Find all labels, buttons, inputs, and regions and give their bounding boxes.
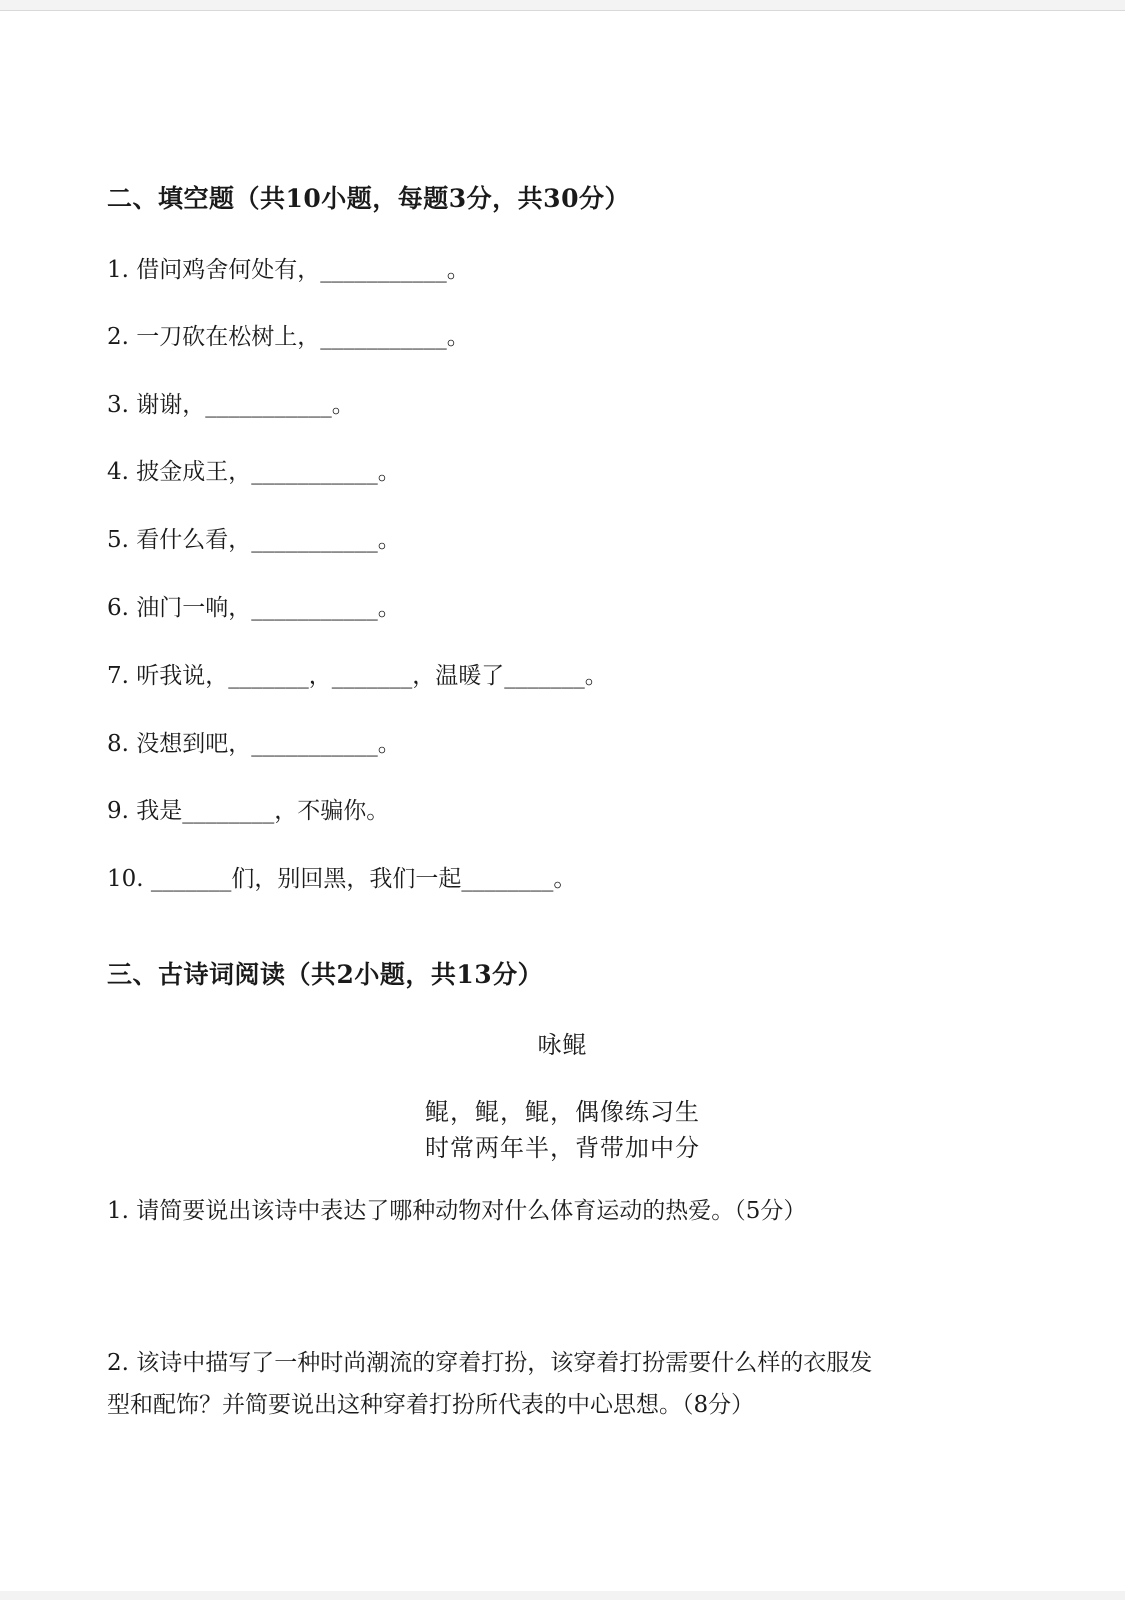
fill-question-3: 3. 谢谢，___________。 bbox=[107, 392, 355, 418]
reading-question-1: 1. 请简要说出该诗中表达了哪种动物对什么体育运动的热爱。（5分） bbox=[107, 1198, 807, 1224]
poem-line-1: 鲲，鲲，鲲，偶像练习生 bbox=[425, 1098, 700, 1126]
fill-question-1: 1. 借问鸡舍何处有，___________。 bbox=[107, 257, 470, 283]
fill-question-9: 9. 我是________，不骗你。 bbox=[107, 798, 390, 824]
poem-title: 咏鲲 bbox=[537, 1031, 588, 1059]
fill-question-10: 10. _______们，别回黑，我们一起________。 bbox=[107, 866, 577, 892]
fill-question-5: 5. 看什么看，___________。 bbox=[107, 527, 401, 553]
fill-question-4: 4. 披金成王，___________。 bbox=[107, 459, 401, 485]
reading-question-2-line-2: 型和配饰？并简要说出这种穿着打扮所代表的中心思想。（8分） bbox=[107, 1392, 755, 1418]
section-2-title: 二、填空题（共10小题，每题3分，共30分） bbox=[107, 184, 630, 213]
poem-line-2: 时常两年半，背带加中分 bbox=[425, 1134, 700, 1162]
reading-question-2-line-1: 2. 该诗中描写了一种时尚潮流的穿着打扮，该穿着打扮需要什么样的衣服发 bbox=[107, 1350, 873, 1376]
section-3-title: 三、古诗词阅读（共2小题，共13分） bbox=[107, 960, 544, 989]
fill-question-7: 7. 听我说，_______，_______，温暖了_______。 bbox=[107, 663, 608, 689]
fill-question-8: 8. 没想到吧，___________。 bbox=[107, 731, 401, 757]
fill-question-2: 2. 一刀砍在松树上，___________。 bbox=[107, 324, 470, 350]
fill-question-6: 6. 油门一响，___________。 bbox=[107, 595, 401, 621]
exam-paper bbox=[0, 10, 1125, 1591]
